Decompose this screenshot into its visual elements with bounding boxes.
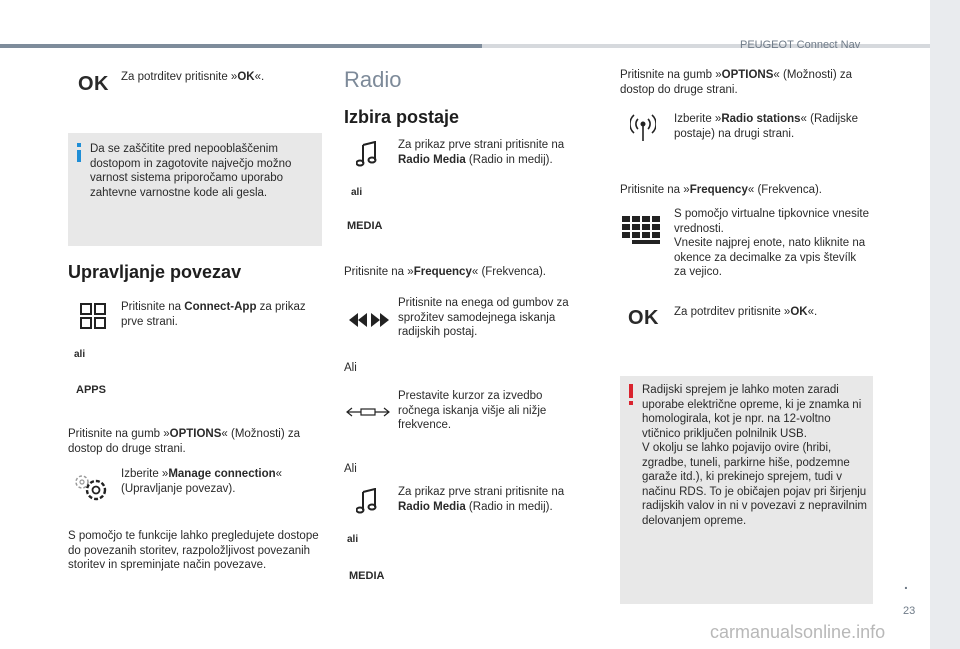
- info-box: [68, 133, 322, 246]
- stations-instruction: Izberite »Radio stations« (Radijske postaje) na drugi strani.: [674, 113, 859, 140]
- slider-instruction: Prestavite kurzor za izvedbo ročnega iskanja višje ali nižje frekvence.: [398, 390, 547, 431]
- apps-instruction: Pritisnite na Connect-App za prikaz prve strani.: [121, 301, 306, 328]
- frequency-instruction-radio: Pritisnite na »Frequency« (Frekvenca).: [620, 184, 822, 196]
- keypad-instruction: S pomočjo virtualne tipkovnice vnesite vrednosti. Vnesite najprej enote, nato kliknite na okence za decimalke za vpis števílk za vejico.: [674, 208, 869, 278]
- ok-button-icon: OK: [78, 73, 109, 95]
- options-instruction-radio: Pritisnite na gumb »OPTIONS« (Možnosti) za dostop do druge strani.: [620, 69, 853, 96]
- apps-grid-icon: [80, 303, 106, 329]
- warning-text: Radijski sprejem je lahko moten zaradi uporabe električne opreme, ki je znamka ni homologirala, kot je npr. na 12-voltno vtičnico priključen polnilnik USB. V okolju se lahko pojavijo ovire (hribi, zgradbe, tuneli, parkirne hiše, podzemne garaže itd.), ki prekinejo sprejem, tudi v načinu RDS. To je običajen pojav pri širjenju radijskih valov in ni v povezavi z nepravilnim delovanjem opreme.: [642, 384, 867, 527]
- info-icon: [77, 150, 81, 162]
- or-label-cap: Ali: [344, 362, 357, 374]
- manage-connection-gear-icon: [72, 472, 112, 504]
- manage-instruction: Izberite »Manage connection« (Upravljanje povezav).: [121, 468, 283, 495]
- radio-stations-icon: [630, 112, 656, 142]
- frequency-slider-icon: [345, 405, 391, 419]
- header-rule-right: [482, 44, 930, 48]
- media-instruction-1: Za prikaz prve strani pritisnite na Radio Media (Radio in medij).: [398, 139, 565, 166]
- media-label: MEDIA: [347, 220, 383, 232]
- or-label: ali: [74, 349, 86, 360]
- radio-title: Radio: [344, 67, 402, 92]
- ok-instruction: Za potrditev pritisnite »OK«.: [121, 71, 265, 83]
- continue-mark: .: [904, 576, 908, 592]
- warning-box: [620, 376, 873, 604]
- options-instruction: Pritisnite na gumb »OPTIONS« (Možnosti) za dostop do druge strani.: [68, 428, 301, 455]
- warning-icon-dot: [629, 401, 633, 405]
- page-number: 23: [903, 605, 916, 617]
- warning-icon: [629, 384, 633, 398]
- info-icon-dot: [77, 143, 81, 147]
- header-rule-left: [0, 44, 482, 48]
- media-label: MEDIA: [349, 570, 385, 582]
- section-title-connections: Upravljanje povezav: [68, 262, 242, 282]
- seek-instruction: Pritisnite na enega od gumbov za sprožitev samodejnega iskanja radijskih postaj.: [398, 297, 569, 338]
- connections-description: S pomočjo te funkcije lahko pregledujete dostope do povezanih storitev, razpoložljivost povezanih storitev in spreminjate način povezave.: [68, 530, 319, 571]
- music-note-icon: [356, 141, 378, 167]
- or-label: ali: [351, 187, 363, 198]
- seek-buttons-icon: [348, 312, 390, 328]
- ok-instruction-radio: Za potrditev pritisnite »OK«.: [674, 306, 818, 318]
- info-text: Da se zaščitite pred nepooblaščenim dostopom in zagotovite največjo možno varnost sistema priporočamo uporabo zahtevne varnostne kode ali gesla.: [90, 143, 292, 199]
- music-note-icon: [356, 488, 378, 514]
- ok-button-icon: OK: [628, 307, 659, 329]
- page-edge-tab: [930, 0, 960, 649]
- or-label-cap: Ali: [344, 463, 357, 475]
- media-instruction-2: Za prikaz prve strani pritisnite na Radio Media (Radio in medij).: [398, 486, 565, 513]
- frequency-instruction: Pritisnite na »Frequency« (Frekvenca).: [344, 266, 546, 278]
- header-title: PEUGEOT Connect Nav: [740, 39, 861, 51]
- keypad-icon: [622, 216, 662, 244]
- watermark: carmanualsonline.info: [710, 622, 886, 642]
- or-label: ali: [347, 534, 359, 545]
- apps-label: APPS: [76, 384, 106, 396]
- station-select-title: Izbira postaje: [344, 107, 460, 127]
